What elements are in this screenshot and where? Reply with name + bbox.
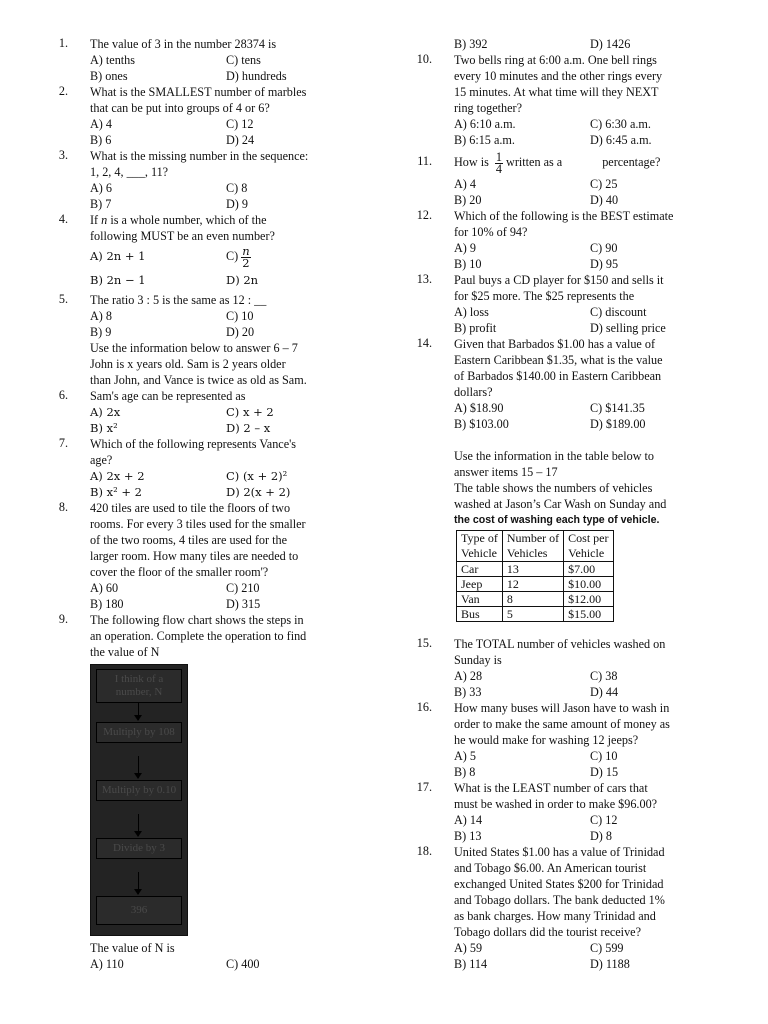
answer-options bbox=[90, 580, 370, 612]
question-text: What is the LEAST number of cars that bbox=[454, 781, 648, 795]
question-text: Two bells ring at 6:00 a.m. One bell rings bbox=[454, 53, 657, 67]
question-4 bbox=[40, 212, 370, 292]
option-a[interactable]: A) $18.90 bbox=[454, 401, 504, 415]
option-a[interactable]: A) 4 bbox=[454, 177, 477, 191]
question-number: 3. bbox=[58, 148, 68, 162]
question-text: and Tobago dollars. The bank deducted 1% bbox=[454, 893, 665, 907]
table-cell: $10.00 bbox=[564, 577, 613, 592]
option-c[interactable]: C) 25 bbox=[590, 177, 618, 191]
option-c[interactable]: C) 10 bbox=[226, 309, 254, 323]
flow-step-5: 396 bbox=[96, 896, 182, 925]
text-fragment: If bbox=[90, 213, 102, 227]
header-line: Vehicle bbox=[461, 546, 497, 560]
right-column bbox=[404, 36, 734, 972]
question-8 bbox=[40, 500, 370, 612]
question-number: 5. bbox=[58, 292, 68, 306]
question-text: How many buses will Jason have to wash in bbox=[454, 701, 670, 715]
header-line: Cost per bbox=[568, 531, 609, 545]
question-18 bbox=[404, 844, 734, 972]
question-3 bbox=[40, 148, 370, 212]
option-a[interactable]: A) 6 bbox=[90, 181, 113, 195]
option-d[interactable]: D) 24 bbox=[226, 133, 255, 147]
answer-options bbox=[454, 240, 734, 272]
header-line: Vehicles bbox=[506, 546, 548, 560]
info-15-17 bbox=[404, 448, 734, 622]
answer-options bbox=[454, 940, 734, 972]
option-a[interactable]: A) 110 bbox=[90, 957, 124, 971]
question-text: order to make the same amount of money as bbox=[454, 717, 670, 731]
question-number: 15. bbox=[416, 636, 432, 650]
option-d[interactable]: D) 2 – x bbox=[226, 421, 271, 435]
option-c[interactable]: C) 12 bbox=[226, 117, 254, 131]
question-text: exchanged United States $200 for Trinidad bbox=[454, 877, 664, 891]
info-text-bold: the cost of washing each type of vehicle. bbox=[454, 514, 660, 526]
option-d[interactable]: D) 315 bbox=[226, 597, 261, 611]
option-b[interactable]: B) profit bbox=[454, 321, 497, 335]
question-number: 8. bbox=[58, 500, 68, 514]
option-b[interactable]: B) x² + 2 bbox=[90, 485, 142, 499]
question-text: the value of N bbox=[90, 645, 160, 659]
option-a[interactable]: A) 6:10 a.m. bbox=[454, 117, 516, 131]
table-cell: $15.00 bbox=[564, 607, 613, 622]
question-number: 13. bbox=[416, 272, 432, 286]
option-a[interactable]: A) 60 bbox=[90, 581, 119, 595]
question-9 bbox=[40, 612, 370, 972]
vehicle-table bbox=[456, 530, 614, 622]
option-a[interactable]: A) 8 bbox=[90, 309, 113, 323]
question-text: Paul buys a CD player for $150 and sells it bbox=[454, 273, 664, 287]
option-d[interactable]: D) 44 bbox=[590, 685, 619, 699]
table-cell: Jeep bbox=[457, 577, 503, 592]
question-text: of the two rooms, 4 tiles are used for the bbox=[90, 533, 287, 547]
table-cell: $12.00 bbox=[564, 592, 613, 607]
flow-arrow bbox=[138, 756, 139, 778]
table-cell: 8 bbox=[502, 592, 563, 607]
answer-options bbox=[90, 308, 370, 340]
header-line: Vehicle bbox=[568, 546, 605, 560]
answer-options bbox=[90, 116, 370, 148]
question-text: Sam's age can be represented as bbox=[90, 389, 246, 403]
option-a[interactable]: A) 2x + 2 bbox=[90, 469, 145, 483]
option-c[interactable]: C) (x + 2)² bbox=[226, 469, 288, 483]
numerator: n bbox=[242, 243, 250, 258]
info-text: answer items 15 – 17 bbox=[454, 465, 558, 479]
option-d[interactable]: D) 2(x + 2) bbox=[226, 485, 291, 499]
option-b[interactable]: B) $103.00 bbox=[454, 417, 509, 431]
answer-options bbox=[454, 176, 734, 208]
option-c[interactable]: C) 210 bbox=[226, 581, 260, 595]
option-a[interactable]: A) 2n + 1 bbox=[90, 249, 146, 263]
table-header-cell bbox=[564, 531, 613, 562]
question-17 bbox=[404, 780, 734, 844]
question-text bbox=[90, 212, 370, 228]
question-13 bbox=[404, 272, 734, 336]
question-number: 18. bbox=[416, 844, 432, 858]
table-cell: Van bbox=[457, 592, 503, 607]
question-1 bbox=[40, 36, 370, 84]
question-text: as bank charges. How many Trinidad and bbox=[454, 909, 656, 923]
option-c[interactable]: C) 6:30 a.m. bbox=[590, 117, 651, 131]
flow-step-1: I think of a number, N bbox=[96, 669, 182, 703]
option-b[interactable]: B) 7 bbox=[90, 197, 112, 211]
info-text: John is x years old. Sam is 2 years older bbox=[90, 357, 286, 371]
question-text: What is the missing number in the sequence: bbox=[90, 149, 309, 163]
question-text: for 10% of 94? bbox=[454, 225, 528, 239]
question-text: The TOTAL number of vehicles washed on bbox=[454, 637, 666, 651]
answer-options bbox=[454, 812, 734, 844]
question-6 bbox=[40, 388, 370, 436]
answer-options bbox=[90, 956, 370, 972]
option-d[interactable]: D) 95 bbox=[590, 257, 619, 271]
option-b[interactable]: B) 180 bbox=[90, 597, 124, 611]
question-number: 1. bbox=[58, 36, 68, 50]
header-line: Number of bbox=[506, 531, 560, 545]
text-fragment: is a whole number, which of the bbox=[107, 213, 267, 227]
option-a[interactable]: A) 2x bbox=[90, 405, 121, 419]
question-text: of Barbados $140.00 in Eastern Caribbean bbox=[454, 369, 662, 383]
question-text: following MUST be an even number? bbox=[90, 229, 275, 243]
question-text: Which of the following is the BEST estimate bbox=[454, 209, 674, 223]
question-12 bbox=[404, 208, 734, 272]
option-c[interactable]: C) 8 bbox=[226, 181, 248, 195]
table-row bbox=[457, 577, 614, 592]
option-d[interactable]: D) 40 bbox=[590, 193, 619, 207]
question-text: that can be put into groups of 4 or 6? bbox=[90, 101, 270, 115]
info-text: than John, and Vance is twice as old as Sam. bbox=[90, 373, 307, 387]
option-b[interactable]: B) 10 bbox=[454, 257, 482, 271]
option-b[interactable]: B) 33 bbox=[454, 685, 482, 699]
table-cell: 5 bbox=[502, 607, 563, 622]
question-2 bbox=[40, 84, 370, 148]
question-text: 420 tiles are used to tile the floors of two bbox=[90, 501, 291, 515]
option-b[interactable]: B) 2n − 1 bbox=[90, 273, 146, 287]
question-text: The ratio 3 : 5 is the same as 12 : __ bbox=[90, 293, 267, 307]
option-d[interactable]: D) 15 bbox=[590, 765, 619, 779]
variable-n: n bbox=[101, 213, 108, 227]
option-a[interactable]: A) 14 bbox=[454, 813, 483, 827]
question-text: for $25 more. The $25 represents the bbox=[454, 289, 635, 303]
option-d[interactable]: D) 1426 bbox=[590, 37, 631, 51]
option-a[interactable]: A) 28 bbox=[454, 669, 483, 683]
numerator: 1 bbox=[495, 149, 503, 164]
question-text: larger room. How many tiles are needed to bbox=[90, 549, 299, 563]
question-text: United States $1.00 has a value of Trinidad bbox=[454, 845, 665, 859]
table-row bbox=[457, 607, 614, 622]
answer-options bbox=[454, 668, 734, 700]
option-a[interactable]: A) 9 bbox=[454, 241, 477, 255]
option-b[interactable]: B) 6 bbox=[90, 133, 112, 147]
header-line: Type of bbox=[461, 531, 498, 545]
option-b[interactable]: B) 392 bbox=[454, 37, 488, 51]
question-text: Given that Barbados $1.00 has a value of bbox=[454, 337, 656, 351]
question-9-continued bbox=[404, 36, 734, 52]
text-fragment: How is bbox=[454, 155, 489, 169]
option-c[interactable]: C) x + 2 bbox=[226, 405, 274, 419]
answer-options bbox=[454, 36, 734, 52]
info-6-7 bbox=[40, 340, 370, 388]
question-number: 10. bbox=[416, 52, 432, 66]
option-c[interactable]: C) 10 bbox=[590, 749, 618, 763]
answer-options bbox=[454, 116, 734, 148]
text-fragment: written as a bbox=[506, 155, 563, 169]
fraction bbox=[495, 149, 503, 176]
table-row bbox=[457, 562, 614, 577]
question-5 bbox=[40, 292, 370, 340]
question-16 bbox=[404, 700, 734, 780]
flow-step-2: Multiply by 108 bbox=[96, 722, 182, 743]
question-text: ring together? bbox=[454, 101, 523, 115]
question-14 bbox=[404, 336, 734, 432]
flow-chart bbox=[90, 664, 188, 936]
question-number: 6. bbox=[58, 388, 68, 402]
question-15 bbox=[404, 636, 734, 700]
info-text: Use the information in the table below to bbox=[454, 449, 655, 463]
question-text: Eastern Caribbean $1.35, what is the value bbox=[454, 353, 663, 367]
option-c[interactable]: C) discount bbox=[590, 305, 647, 319]
answer-options bbox=[90, 468, 370, 500]
question-number: 16. bbox=[416, 700, 432, 714]
option-c[interactable] bbox=[226, 244, 370, 268]
left-column bbox=[40, 36, 370, 972]
fraction bbox=[241, 243, 250, 270]
answer-options bbox=[454, 400, 734, 432]
question-text: Sunday is bbox=[454, 653, 502, 667]
answer-options bbox=[90, 404, 370, 436]
option-d[interactable]: D) $189.00 bbox=[590, 417, 646, 431]
info-text: washed at Jason’s Car Wash on Sunday and bbox=[454, 497, 667, 511]
question-number: 9. bbox=[58, 612, 68, 626]
question-text: rooms. For every 3 tiles used for the smaller bbox=[90, 517, 306, 531]
question-10 bbox=[404, 52, 734, 148]
question-text: Tobago dollars did the tourist receive? bbox=[454, 925, 641, 939]
answer-options bbox=[90, 244, 370, 292]
question-text: What is the SMALLEST number of marbles bbox=[90, 85, 307, 99]
question-number: 12. bbox=[416, 208, 432, 222]
info-text: Use the information below to answer 6 – 7 bbox=[90, 341, 298, 355]
option-c[interactable]: C) 599 bbox=[590, 941, 624, 955]
flow-step-4: Divide by 3 bbox=[96, 838, 182, 859]
option-b[interactable]: B) 9 bbox=[90, 325, 112, 339]
option-a[interactable]: A) loss bbox=[454, 305, 489, 319]
question-text bbox=[454, 148, 734, 176]
option-b[interactable]: B) 8 bbox=[454, 765, 476, 779]
denominator: 2 bbox=[242, 255, 250, 270]
option-c[interactable]: C) 90 bbox=[590, 241, 618, 255]
denominator: 4 bbox=[495, 161, 503, 176]
question-text: The following flow chart shows the steps in bbox=[90, 613, 304, 627]
table-cell: Bus bbox=[457, 607, 503, 622]
option-c[interactable]: C) tens bbox=[226, 53, 261, 67]
question-text: 15 minutes. At what time will they NEXT bbox=[454, 85, 659, 99]
info-text: The table shows the numbers of vehicles bbox=[454, 481, 653, 495]
table-header-row bbox=[457, 531, 614, 562]
answer-options bbox=[90, 52, 370, 84]
flow-arrow bbox=[138, 814, 139, 836]
question-text: 1, 2, 4, ___, 11? bbox=[90, 165, 169, 179]
option-b[interactable]: B) x² bbox=[90, 421, 118, 435]
option-d[interactable]: D) 2n bbox=[226, 273, 259, 287]
option-label: C) bbox=[226, 249, 239, 263]
option-a[interactable]: A) tenths bbox=[90, 53, 136, 67]
option-b[interactable]: B) 13 bbox=[454, 829, 482, 843]
answer-options bbox=[90, 180, 370, 212]
option-d[interactable]: D) 1188 bbox=[590, 957, 630, 971]
table-header-cell bbox=[457, 531, 503, 562]
option-c[interactable]: C) 12 bbox=[590, 813, 618, 827]
question-number: 2. bbox=[58, 84, 68, 98]
question-number: 11. bbox=[417, 154, 432, 168]
option-b[interactable]: B) 114 bbox=[454, 957, 488, 971]
question-text: dollars? bbox=[454, 385, 493, 399]
question-text: age? bbox=[90, 453, 113, 467]
answer-options bbox=[454, 304, 734, 336]
flow-step-3: Multiply by 0.10 bbox=[96, 780, 182, 801]
question-text: Which of the following represents Vance's bbox=[90, 437, 297, 451]
question-11 bbox=[404, 148, 734, 208]
option-b[interactable]: B) ones bbox=[90, 69, 128, 83]
question-text: cover the floor of the smaller room'? bbox=[90, 565, 269, 579]
option-c[interactable]: C) $141.35 bbox=[590, 401, 645, 415]
option-a[interactable]: A) 5 bbox=[454, 749, 477, 763]
question-text: must be washed in order to make $96.00? bbox=[454, 797, 658, 811]
question-text: he would make for washing 12 jeeps? bbox=[454, 733, 639, 747]
option-a[interactable]: A) 59 bbox=[454, 941, 483, 955]
question-text: every 10 minutes and the other rings every bbox=[454, 69, 663, 83]
option-d[interactable]: D) 20 bbox=[226, 325, 255, 339]
option-d[interactable]: D) 6:45 a.m. bbox=[590, 133, 652, 147]
option-d[interactable]: D) 9 bbox=[226, 197, 249, 211]
question-text: The value of N is bbox=[90, 941, 175, 955]
question-number: 17. bbox=[416, 780, 432, 794]
question-number: 4. bbox=[58, 212, 68, 226]
question-text: an operation. Complete the operation to find bbox=[90, 629, 307, 643]
question-number: 7. bbox=[58, 436, 68, 450]
option-d[interactable]: D) 8 bbox=[590, 829, 613, 843]
option-a[interactable]: A) 4 bbox=[90, 117, 113, 131]
flow-arrow bbox=[138, 872, 139, 894]
table-row bbox=[457, 592, 614, 607]
question-text: and Tobago $6.00. An American tourist bbox=[454, 861, 647, 875]
option-d[interactable]: D) hundreds bbox=[226, 69, 287, 83]
option-c[interactable]: C) 38 bbox=[590, 669, 618, 683]
table-cell: $7.00 bbox=[564, 562, 613, 577]
table-cell: Car bbox=[457, 562, 503, 577]
table-cell: 12 bbox=[502, 577, 563, 592]
option-c[interactable]: C) 400 bbox=[226, 957, 260, 971]
option-d[interactable]: D) selling price bbox=[590, 321, 666, 335]
flow-arrow bbox=[138, 702, 139, 720]
option-b[interactable]: B) 6:15 a.m. bbox=[454, 133, 515, 147]
question-7 bbox=[40, 436, 370, 500]
answer-options bbox=[454, 748, 734, 780]
text-fragment: percentage? bbox=[602, 155, 661, 169]
option-b[interactable]: B) 20 bbox=[454, 193, 482, 207]
table-cell: 13 bbox=[502, 562, 563, 577]
question-number: 14. bbox=[416, 336, 432, 350]
table-header-cell bbox=[502, 531, 563, 562]
question-text: The value of 3 in the number 28374 is bbox=[90, 37, 277, 51]
